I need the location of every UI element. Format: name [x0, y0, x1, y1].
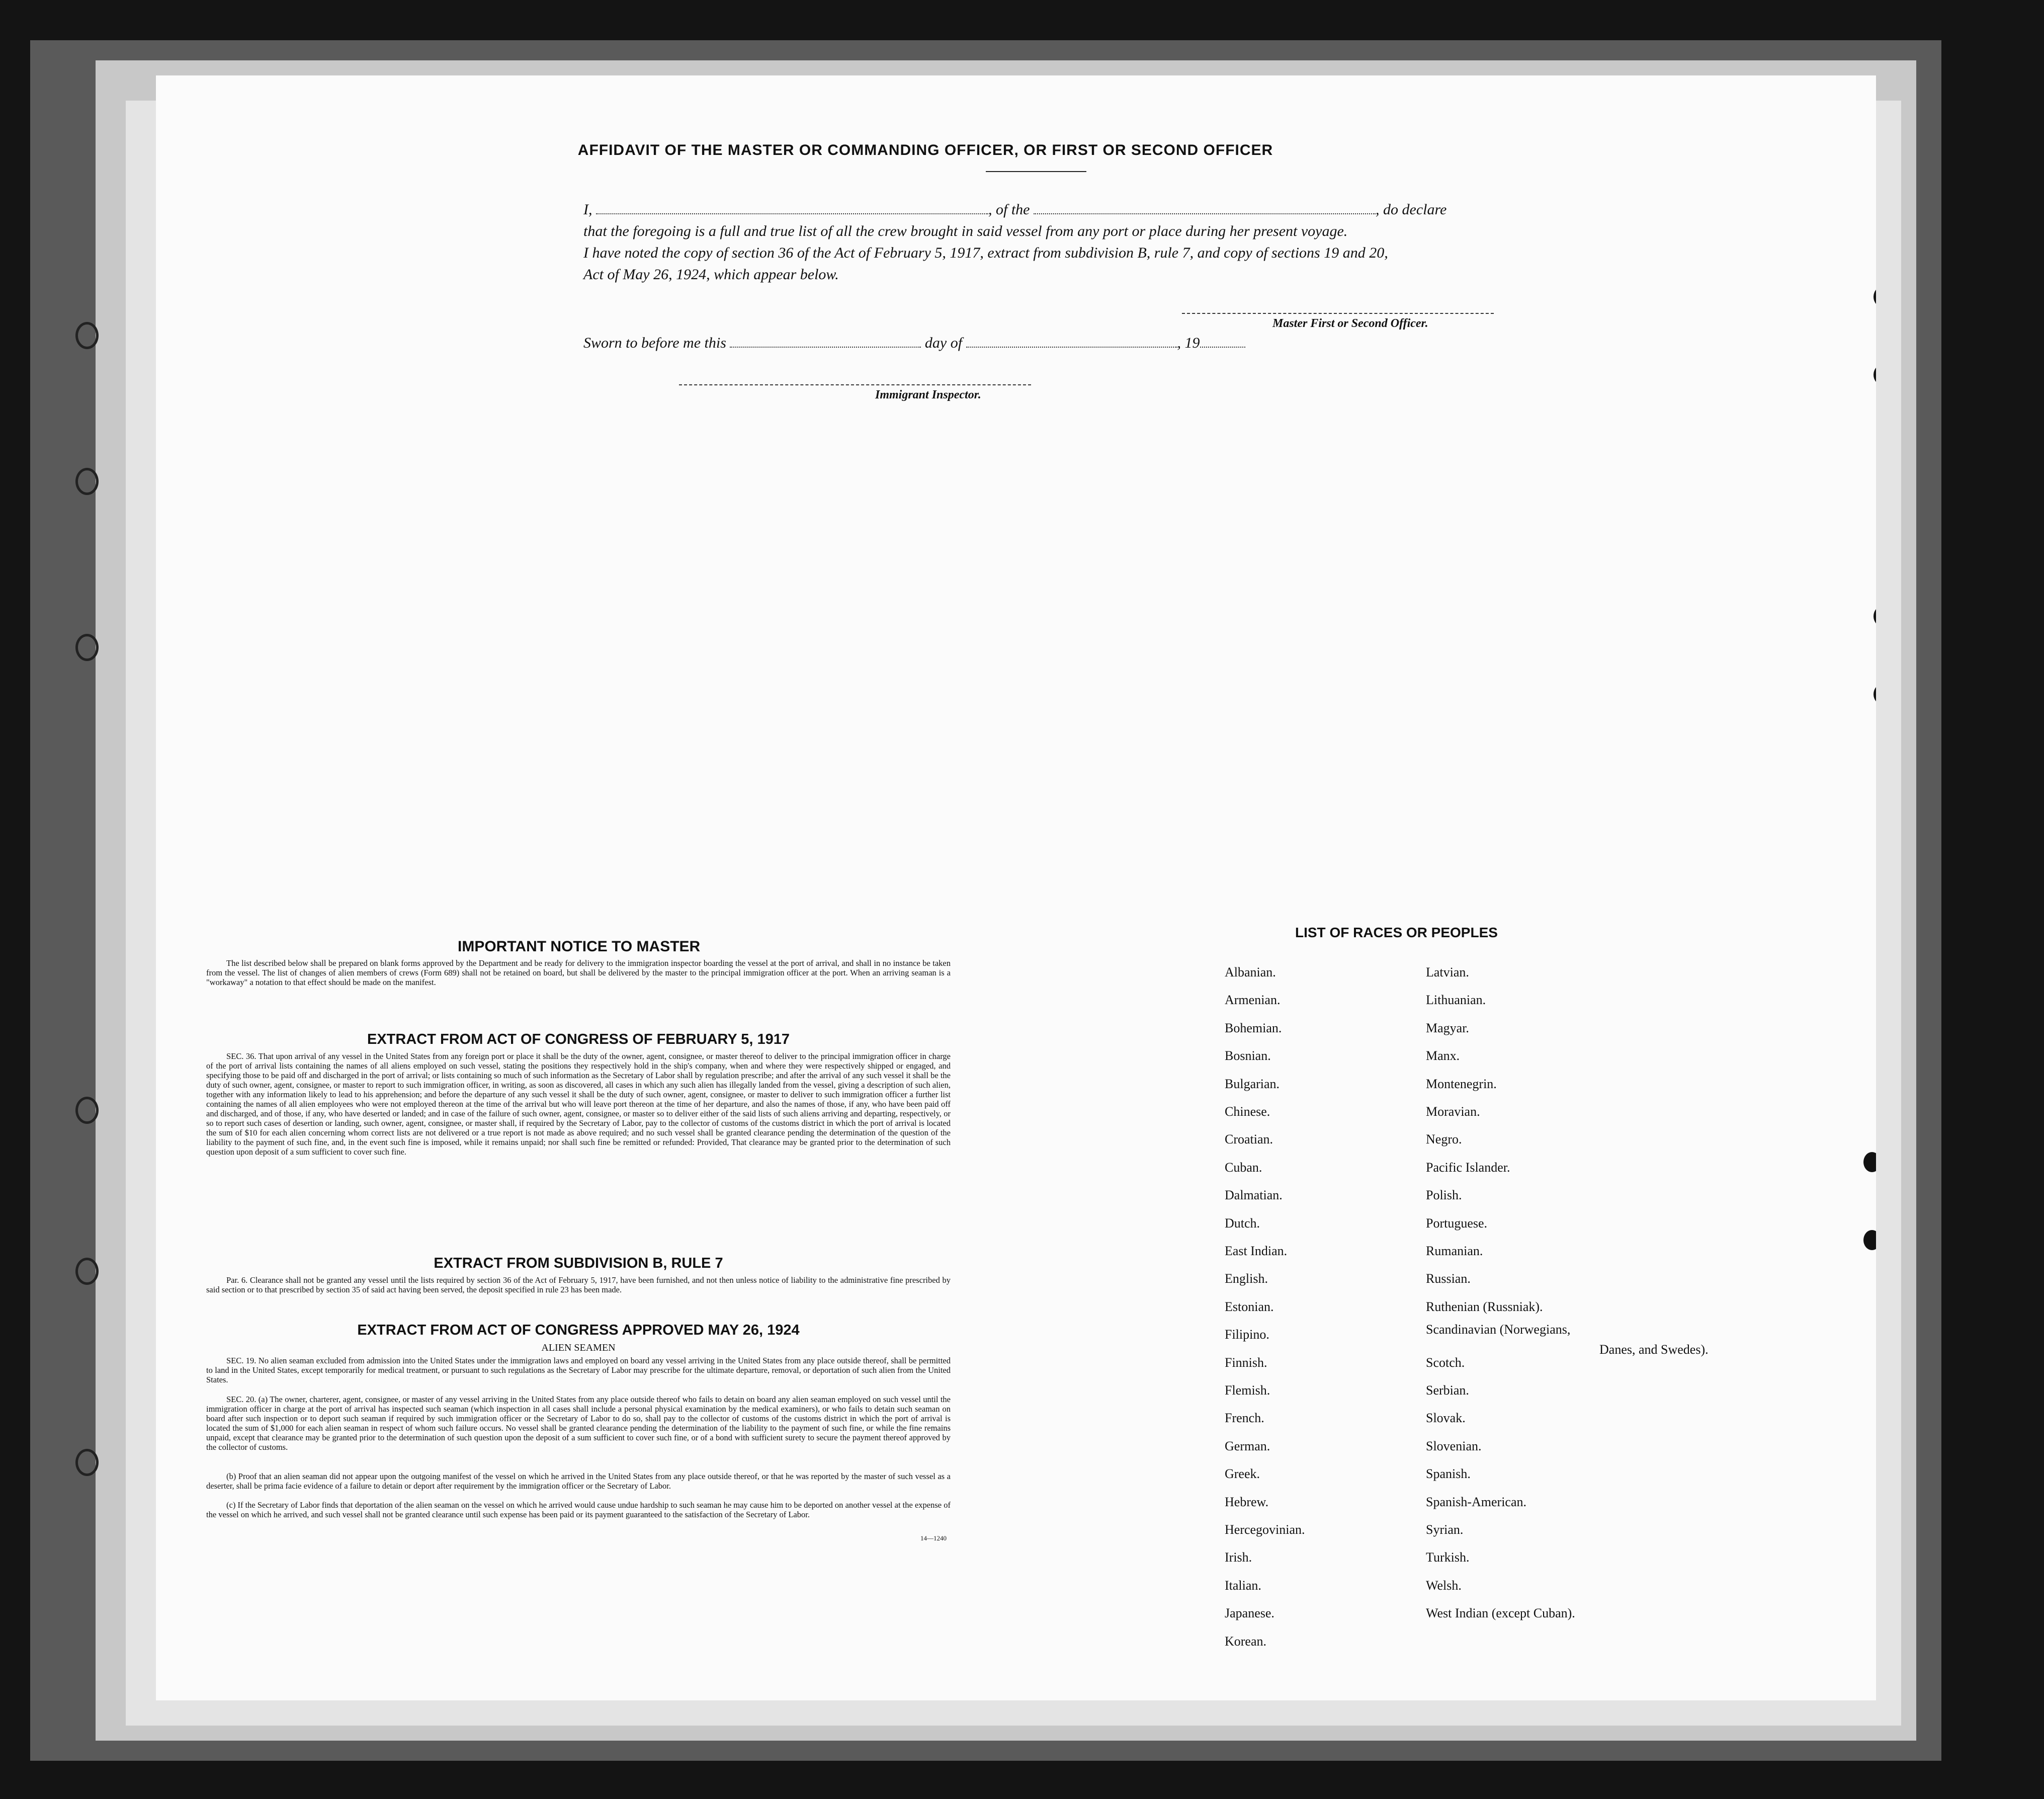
race-item: Montenegrin.	[1426, 1076, 1497, 1091]
binder-ring-icon	[75, 1258, 99, 1285]
punch-hole-icon	[1863, 1230, 1876, 1250]
race-item: Hebrew.	[1225, 1494, 1269, 1509]
affidavit-i: I,	[583, 201, 592, 218]
race-item: Japanese.	[1225, 1606, 1274, 1621]
race-item: Bohemian.	[1225, 1020, 1282, 1035]
punch-hole-icon	[1873, 606, 1876, 626]
race-item: Polish.	[1426, 1188, 1462, 1203]
race-item: Scotch.	[1426, 1355, 1465, 1370]
race-item: Magyar.	[1426, 1020, 1469, 1035]
race-item: Rumanian.	[1426, 1244, 1483, 1258]
race-item: West Indian (except Cuban).	[1426, 1606, 1575, 1621]
binder-ring-icon	[75, 1097, 99, 1124]
race-item: Moravian.	[1426, 1104, 1480, 1119]
race-item: Ruthenian (Russniak).	[1426, 1299, 1543, 1314]
race-item: Scandinavian (Norwegians,	[1426, 1322, 1571, 1337]
extract-1917-text: SEC. 36. That upon arrival of any vessel in the United States from any foreign port or place it shall be the duty of the owner, agent, consignee, or master thereof to deliver to the principal immigration officer in charge of the port of arrival lists containing the names of all aliens employed on such vessel, stating the positions they respectively hold in the ship's company, when and where they were respectively shipped or engaged, and specifying those to be paid off and discharged in the port of arrival; or lists containing so much of such information as the Secretary of Labor shall by regulation prescribe; and after the arrival of any such vessel it shall be the duty of such owner, agent, consignee, or master to report to such immigration officer, in writing, as soon as discovered, all cases in which any such alien has illegally landed from the vessel, giving a description of such alien, together with any information likely to lead to his apprehension; and before the departure of any such vessel it shall be the duty of such owner, agent, consignee, or master to deliver to such immigration officer a further list containing the names of all alien employees who were not employed thereon at the time of the arrival but who will leave port thereon at the time of her departure, and also the names of those, if any, who have been paid off and discharged, and of those, if any, who have deserted or landed; and in case of the failure of such owner, agent, consignee, or master so to deliver either of the said lists of such aliens arriving and departing, respectively, or so to report such cases of desertion or landing, such owner, agent, consignee, or master shall, if required by the Secretary of Labor, pay to the collector of customs of the customs district in which the port of arrival is located the sum of $10 for each alien concerning whom correct lists are not delivered or a true report is not made as above required; and no such vessel shall be granted clearance pending the determination of the question of the liability to the payment of such fine, and, in the event such fine is imposed, while it remains unpaid; nor shall such fine be remitted or refunded: Provided, That clearance may be granted prior to the determination of such question upon deposit of a sum sufficient to cover such fine.	[206, 1051, 951, 1157]
race-item: Hercegovinian.	[1225, 1522, 1305, 1537]
race-item: Welsh.	[1426, 1578, 1462, 1593]
race-item: Dutch.	[1225, 1215, 1260, 1231]
sec19-text: SEC. 19. No alien seaman excluded from admission into the United States under the immigration laws and employed on board any vessel arriving in the United States from any place outside thereof, shall be permitted to land in the United States, except temporarily for medical treatment, or pursuant to such regulations as the Secretary of Labor may prescribe for the ultimate departure, removal, or deportation of such alien from the United States.	[206, 1356, 951, 1384]
race-item: Latvian.	[1426, 965, 1469, 979]
punch-hole-icon	[1863, 1152, 1876, 1172]
race-item: Greek.	[1225, 1466, 1260, 1482]
sworn-text: Sworn to before me this	[583, 335, 726, 351]
race-item: Finnish.	[1225, 1355, 1267, 1370]
alien-seamen-subtitle: ALIEN SEAMEN	[541, 1342, 616, 1353]
race-item: Russian.	[1426, 1271, 1471, 1286]
race-item: Chinese.	[1225, 1104, 1270, 1119]
inspector-signature-label: Immigrant Inspector.	[875, 388, 981, 401]
sworn-line	[583, 335, 1245, 352]
punch-hole-icon	[1873, 365, 1876, 385]
race-item: Syrian.	[1426, 1522, 1464, 1537]
binder-ring-icon	[75, 322, 99, 349]
affidavit-declare: , do declare	[1376, 201, 1447, 218]
punch-hole-icon	[1873, 287, 1876, 307]
race-item: Albanian.	[1225, 965, 1276, 979]
race-item: Estonian.	[1225, 1299, 1274, 1314]
sec20c-text: (c) If the Secretary of Labor finds that deportation of the alien seaman on the vessel on which he arrived would cause undue hardship to such seaman he may cause him to be deported on another vessel at the expense of the vessel on which he arrived, and such vessel shall not be granted clearance until such expense has been paid or its payment guaranteed to the satisfaction of the Secretary of Labor.	[206, 1500, 951, 1519]
name-blank	[596, 202, 988, 214]
race-item: Dalmatian.	[1225, 1188, 1283, 1203]
race-item: Serbian.	[1426, 1383, 1469, 1398]
sec20a-text: SEC. 20. (a) The owner, charterer, agent, consignee, or master of any vessel arriving in the United States from any place outside thereof who fails to detain on board any alien seaman employed on such vessel until the immigration officer in charge at the port of arrival has inspected such seaman (which inspection in all cases shall include a personal physical examination by the medical examiners), or who fails to detain such seaman on board after such inspection or to deport such seaman if required by such immigration officer or the Secretary of Labor to do so, shall pay to the collector of customs of the customs district in which the port of arrival is located the sum of $1,000 for each alien seaman in respect of whom such failure occurs. No vessel shall be granted clearance pending the determination of the liability to the payment of such fine, or while the fine remains unpaid, except that clearance may be granted prior to the determination of such question upon the deposit of a sum sufficient to cover such fine, or of a bond with sufficient surety to secure the payment thereof approved by the collector of customs.	[206, 1395, 951, 1452]
race-item: Turkish.	[1426, 1550, 1470, 1565]
affidavit-line1	[583, 201, 1690, 218]
race-item: Cuban.	[1225, 1160, 1262, 1175]
race-item: Slovenian.	[1426, 1438, 1482, 1453]
affidavit-title: AFFIDAVIT OF THE MASTER OR COMMANDING OFFICER, OR FIRST OR SECOND OFFICER	[577, 142, 1273, 158]
race-item: Portuguese.	[1426, 1215, 1488, 1231]
affidavit-line4: Act of May 26, 1924, which appear below.	[583, 266, 839, 283]
year-blank	[1200, 336, 1245, 348]
race-item: Slovak.	[1426, 1411, 1466, 1426]
master-signature-line	[1182, 312, 1494, 314]
race-item: Flemish.	[1225, 1383, 1270, 1398]
day-of-text: day of	[924, 335, 963, 351]
race-item: Filipino.	[1225, 1327, 1269, 1342]
race-item: Croatian.	[1225, 1132, 1273, 1147]
race-item: French.	[1225, 1411, 1264, 1426]
month-blank	[966, 336, 1177, 348]
race-item: Korean.	[1225, 1633, 1267, 1649]
inspector-signature-line	[679, 383, 1031, 385]
year-text: , 19	[1177, 335, 1200, 351]
extract-1917-title: EXTRACT FROM ACT OF CONGRESS OF FEBRUARY 5, 1917	[367, 1031, 790, 1047]
race-item: Manx.	[1426, 1048, 1460, 1064]
vessel-blank	[1034, 202, 1376, 214]
race-item: Spanish.	[1426, 1466, 1471, 1482]
affidavit-line3: I have noted the copy of section 36 of the Act of February 5, 1917, extract from subdivision B, rule 7, and copy of sections 19 and 20,	[583, 244, 1388, 261]
affidavit-line2: that the foregoing is a full and true list of all the crew brought in said vessel from any port or place during her present voyage.	[583, 223, 1348, 239]
binder-ring-icon	[75, 468, 99, 495]
race-item: Lithuanian.	[1426, 993, 1486, 1008]
race-item: Italian.	[1225, 1578, 1261, 1593]
binder-ring-icon	[75, 1449, 99, 1476]
affidavit-of-the: , of the	[988, 201, 1030, 218]
form-number: 14—1240	[920, 1534, 947, 1542]
sworn-day-blank	[730, 336, 921, 348]
race-item: English.	[1225, 1271, 1268, 1286]
race-item: Bosnian.	[1225, 1048, 1271, 1064]
race-item: Spanish-American.	[1426, 1494, 1527, 1509]
race-item: Irish.	[1225, 1550, 1252, 1565]
rule7-text: Par. 6. Clearance shall not be granted any vessel until the lists required by section 36 of the Act of February 5, 1917, have been furnished, and not then unless notice of liability to the administrative fine prescribed by said section or to that prescribed by section 35 of said act having been served, the deposit specified in rule 23 has been made.	[206, 1275, 951, 1294]
rule7-title: EXTRACT FROM SUBDIVISION B, RULE 7	[434, 1255, 723, 1271]
document-page	[156, 75, 1876, 1700]
races-title: LIST OF RACES OR PEOPLES	[1295, 925, 1498, 940]
race-item: German.	[1225, 1438, 1270, 1453]
master-signature-label: Master First or Second Officer.	[1272, 317, 1428, 330]
notice-title: IMPORTANT NOTICE TO MASTER	[458, 938, 701, 955]
binder-ring-icon	[75, 634, 99, 661]
title-rule	[986, 171, 1086, 172]
race-item: Negro.	[1426, 1132, 1462, 1147]
race-item: Bulgarian.	[1225, 1076, 1280, 1091]
sec20b-text: (b) Proof that an alien seaman did not appear upon the outgoing manifest of the vessel on which he arrived in the United States from any place outside thereof, or that he was reported by the master of such vessel as a deserter, shall be prima facie evidence of a failure to detain or deport after requirement by the immigration officer or the Secretary of Labor.	[206, 1471, 951, 1491]
notice-text: The list described below shall be prepared on blank forms approved by the Department and be ready for delivery to the immigration inspector boarding the vessel at the port of arrival, and shall in no instance be taken from the vessel. The list of changes of alien members of crews (Form 689) shall not be retained on board, but shall be delivered by the master to the principal immigration officer at the port. When an arriving seaman is a "workaway" a notation to that effect should be made on the manifest.	[206, 958, 951, 987]
race-item: Danes, and Swedes).	[1599, 1342, 1709, 1357]
race-item: Pacific Islander.	[1426, 1160, 1510, 1175]
race-item: East Indian.	[1225, 1244, 1288, 1258]
punch-hole-icon	[1873, 684, 1876, 704]
race-item: Armenian.	[1225, 993, 1281, 1008]
extract-1924-title: EXTRACT FROM ACT OF CONGRESS APPROVED MAY 26, 1924	[357, 1322, 800, 1338]
